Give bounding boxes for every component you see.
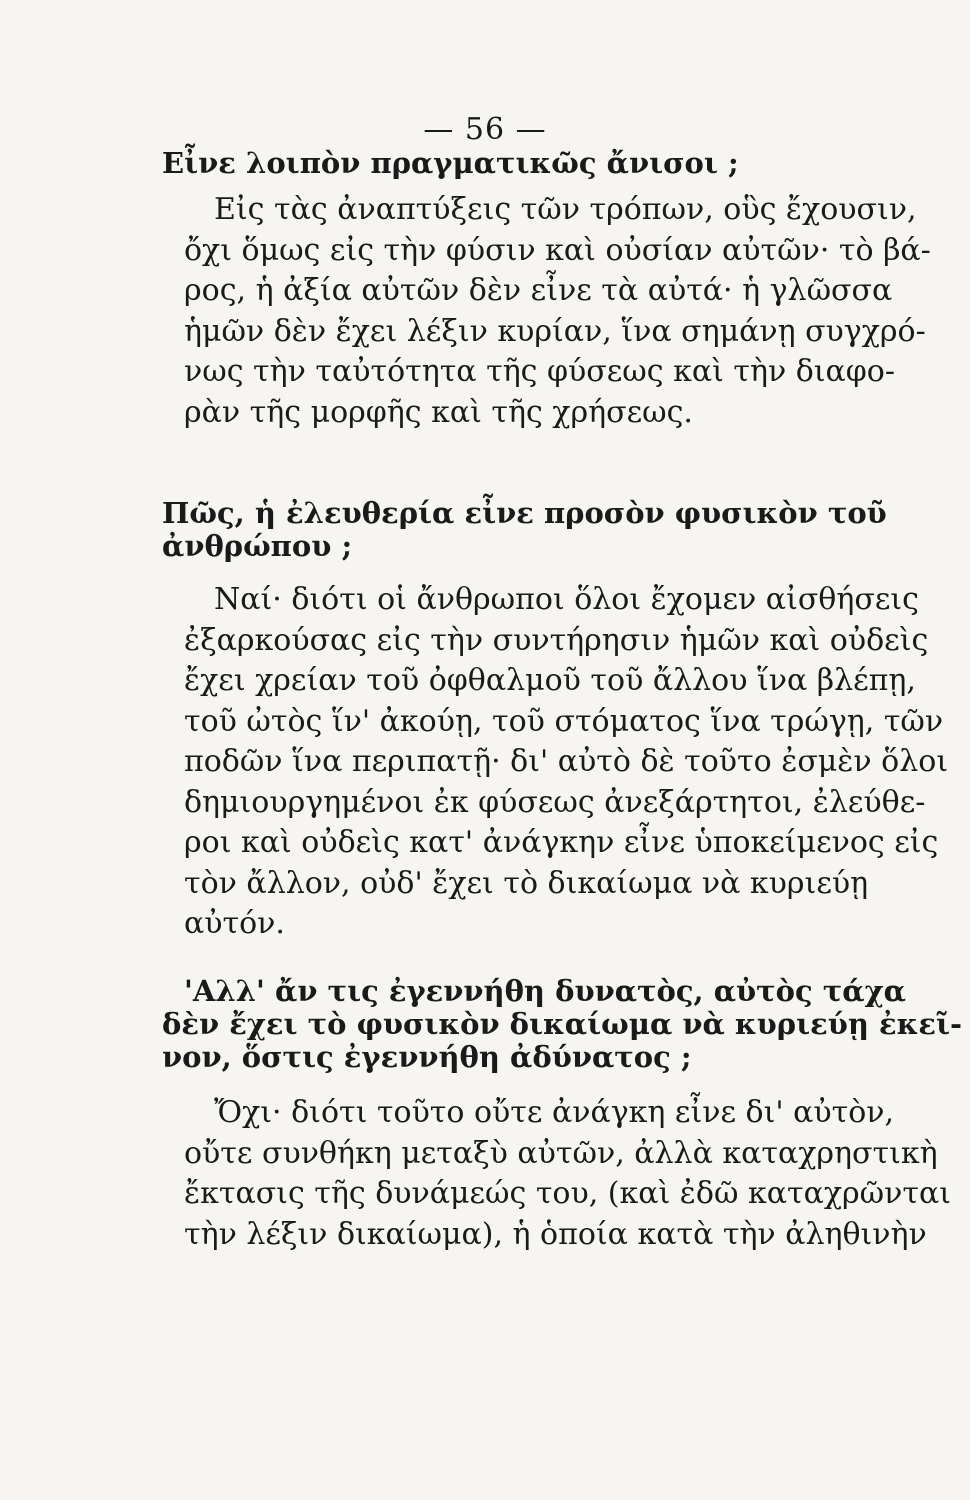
question-1 bbox=[162, 146, 838, 180]
answer-line: ρὰν τῆς μορφῆς καὶ τῆς χρήσεως. bbox=[184, 394, 693, 430]
answer-2 bbox=[184, 580, 949, 945]
answer-line: οὔτε συνθήκη μεταξὺ αὐτῶν, ἀλλὰ καταχρηστικὴ bbox=[184, 1135, 938, 1171]
answer-line: ἐξαρκούσας εἰς τὴν συντήρησιν ἡμῶν καὶ οὐδεὶς bbox=[184, 622, 929, 658]
question-line: δὲν ἔχει τὸ φυσικὸν δικαίωμα νὰ κυριεύῃ ἐκεῖ- bbox=[162, 1007, 963, 1041]
answer-line: τοῦ ὠτὸς ἵν' ἀκούῃ, τοῦ στόματος ἵνα τρώγῃ, τῶν bbox=[184, 703, 944, 739]
question-line: 'Αλλ' ἄν τις ἐγεννήθη δυνατὸς, αὐτὸς τάχα bbox=[184, 974, 906, 1008]
answer-line: ἡμῶν δὲν ἔχει λέξιν κυρίαν, ἵνα σημάνῃ συγχρό- bbox=[184, 313, 926, 349]
question-3 bbox=[162, 974, 963, 1074]
answer-line: τὴν λέξιν δικαίωμα), ἡ ὁποία κατὰ τὴν ἀληθινὴν bbox=[184, 1216, 927, 1252]
question-2 bbox=[162, 496, 887, 563]
answer-1 bbox=[184, 190, 931, 433]
answer-line: Ὄχι· διότι τοῦτο οὔτε ἀνάγκη εἶνε δι' αὐτὸν, bbox=[214, 1095, 895, 1130]
question-line: ἀνθρώπου ; bbox=[162, 529, 353, 563]
answer-line: Εἰς τὰς ἀναπτύξεις τῶν τρόπων, οὓς ἔχουσιν, bbox=[214, 192, 917, 227]
answer-line: αὐτόν. bbox=[184, 906, 285, 941]
answer-line: ποδῶν ἵνα περιπατῇ· δι' αὐτὸ δὲ τοῦτο ἐσμὲν ὅλοι bbox=[184, 744, 949, 779]
answer-line: ρος, ἡ ἀξία αὐτῶν δὲν εἶνε τὰ αὐτά· ἡ γλῶσσα bbox=[184, 273, 893, 308]
question-line: νον, ὅστις ἐγεννήθη ἀδύνατος ; bbox=[162, 1040, 692, 1074]
answer-line: Ναί· διότι οἱ ἄνθρωποι ὅλοι ἔχομεν αἰσθήσεις bbox=[214, 582, 919, 617]
question-line: Πῶς, ἡ ἐλευθερία εἶνε προσὸν φυσικὸν τοῦ bbox=[162, 496, 887, 530]
answer-line: ἔκτασις τῆς δυνάμεώς του, (καὶ ἐδῶ καταχρῶνται bbox=[184, 1176, 951, 1211]
question-line: Εἶνε λοιπὸν πραγματικῶς ἄνισοι ; bbox=[162, 146, 739, 180]
answer-line: ὄχι ὅμως εἰς τὴν φύσιν καὶ οὐσίαν αὐτῶν· τὸ βά- bbox=[184, 232, 931, 268]
answer-line: νως τὴν ταὐτότητα τῆς φύσεως καὶ τὴν διαφο- bbox=[184, 354, 896, 389]
answer-line: ροι καὶ οὐδεὶς κατ' ἀνάγκην εἶνε ὑποκείμενος εἰς bbox=[184, 825, 939, 860]
answer-line: δημιουργημένοι ἐκ φύσεως ἀνεξάρτητοι, ἐλεύθε- bbox=[184, 784, 926, 820]
answer-line: τὸν ἄλλον, οὐδ' ἔχει τὸ δικαίωμα νὰ κυριεύῃ bbox=[184, 865, 869, 901]
page-number: — 56 — bbox=[423, 112, 547, 147]
answer-line: ἔχει χρείαν τοῦ ὀφθαλμοῦ τοῦ ἄλλου ἵνα βλέπῃ, bbox=[184, 663, 916, 698]
answer-3 bbox=[184, 1093, 951, 1255]
